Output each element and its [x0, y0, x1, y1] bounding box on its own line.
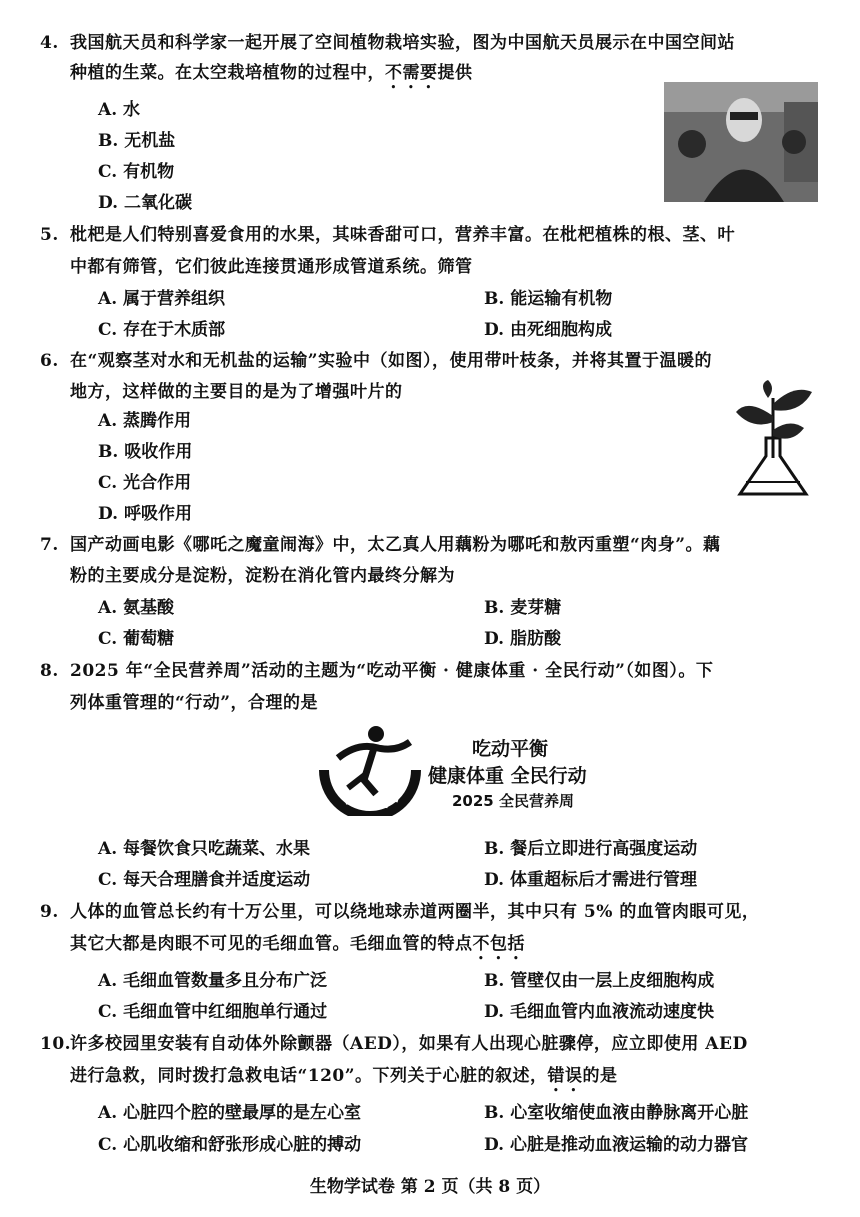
- q5-option-b: B. 能运输有机物: [484, 289, 613, 309]
- q10-emphasis: 错误: [547, 1066, 583, 1086]
- q9-option-b: B. 管壁仅由一层上皮细胞构成: [484, 971, 715, 991]
- logo-line3: 2025 全民营养周: [452, 792, 574, 810]
- q5-stem-line1: 5. 枇杷是人们特别喜爱食用的水果，其味香甜可口，营养丰富。在枇杷植株的根、茎、叶: [40, 225, 735, 245]
- logo-line2: 健康体重 全民行动: [428, 765, 587, 787]
- q9-emphasis: 不包括: [472, 934, 525, 954]
- q6-option-d: D. 呼吸作用: [98, 504, 192, 524]
- q8-option-d: D. 体重超标后才需进行管理: [484, 870, 697, 890]
- q6-stem-line2: 地方，这样做的主要目的是为了增强叶片的: [70, 382, 403, 402]
- q10-option-b: B. 心室收缩使血液由静脉离开心脏: [484, 1103, 749, 1123]
- q10-option-a: A. 心脏四个腔的壁最厚的是左心室: [98, 1103, 362, 1123]
- q7-option-d: D. 脂肪酸: [484, 629, 561, 649]
- q6-option-b: B. 吸收作用: [98, 442, 193, 462]
- nutrition-week-logo: [318, 724, 608, 816]
- q5-stem-line2: 中都有筛管，它们彼此连接贯通形成管道系统。筛管: [70, 257, 473, 277]
- q9-option-c: C. 毛细血管中红细胞单行通过: [98, 1002, 328, 1022]
- q4-emphasis: 不需要: [385, 63, 438, 83]
- q8-option-b: B. 餐后立即进行高强度运动: [484, 839, 698, 859]
- q10-stem-line1: 10.许多校园里安装有自动体外除颤器（AED），如果有人出现心脏骤停，应立即使用 AED: [40, 1034, 748, 1054]
- q7-option-a: A. 氨基酸: [98, 598, 175, 618]
- q9-stem-line1: 9. 人体的血管总长约有十万公里，可以绕地球赤道两圈半，其中只有 5% 的血管肉眼可见，: [40, 902, 760, 922]
- q10-stem-line2: 进行急救，同时拨打急救电话“120”。下列关于心脏的叙述，错误的是: [70, 1066, 618, 1086]
- q5-option-a: A. 属于营养组织: [98, 289, 226, 309]
- q6-option-a: A. 蒸腾作用: [98, 411, 192, 431]
- page-footer: 生物学试卷 第 2 页（共 8 页）: [309, 1177, 551, 1197]
- q6-option-c: C. 光合作用: [98, 473, 192, 493]
- q8-stem-line2: 列体重管理的“行动”，合理的是: [70, 693, 319, 713]
- q4-option-a: A. 水: [98, 100, 141, 120]
- q8-option-c: C. 每天合理膳食并适度运动: [98, 870, 311, 890]
- q7-stem-line2: 粉的主要成分是淀粉，淀粉在消化管内最终分解为: [70, 566, 455, 586]
- q4-option-d: D. 二氧化碳: [98, 193, 192, 213]
- q4-stem-line1: 4. 我国航天员和科学家一起开展了空间植物栽培实验，图为中国航天员展示在中国空间站: [40, 33, 735, 53]
- q10-option-c: C. 心肌收缩和舒张形成心脏的搏动: [98, 1135, 362, 1155]
- q10-option-d: D. 心脏是推动血液运输的动力器官: [484, 1135, 748, 1155]
- q5-option-c: C. 存在于木质部: [98, 320, 226, 340]
- runner-plate-icon: [318, 724, 422, 816]
- q5-option-d: D. 由死细胞构成: [484, 320, 612, 340]
- q4-option-c: C. 有机物: [98, 162, 175, 182]
- q8-stem-line1: 8. 2025 年“全民营养周”活动的主题为“吃动平衡 · 健康体重 · 全民行动”（如图）。下: [40, 661, 714, 681]
- branch-in-flask-figure: [728, 378, 818, 500]
- q9-option-a: A. 毛细血管数量多且分布广泛: [98, 971, 328, 991]
- astronaut-photo: [664, 82, 818, 202]
- q7-option-c: C. 葡萄糖: [98, 629, 175, 649]
- q4-stem-line2: 种植的生菜。在太空栽培植物的过程中，不需要提供: [70, 63, 473, 83]
- q7-stem-line1: 7. 国产动画电影《哪吒之魔童闹海》中，太乙真人用藕粉为哪吒和敖丙重塑“肉身”。藕: [40, 535, 721, 555]
- q4-option-b: B. 无机盐: [98, 131, 176, 151]
- q9-stem-line2: 其它大都是肉眼不可见的毛细血管。毛细血管的特点不包括: [70, 934, 525, 954]
- q8-option-a: A. 每餐饮食只吃蔬菜、水果: [98, 839, 311, 859]
- logo-line1: 吃动平衡: [472, 738, 549, 760]
- q6-stem-line1: 6. 在“观察茎对水和无机盐的运输”实验中（如图），使用带叶枝条，并将其置于温暖的: [40, 351, 713, 371]
- q7-option-b: B. 麦芽糖: [484, 598, 562, 618]
- q9-option-d: D. 毛细血管内血液流动速度快: [484, 1002, 714, 1022]
